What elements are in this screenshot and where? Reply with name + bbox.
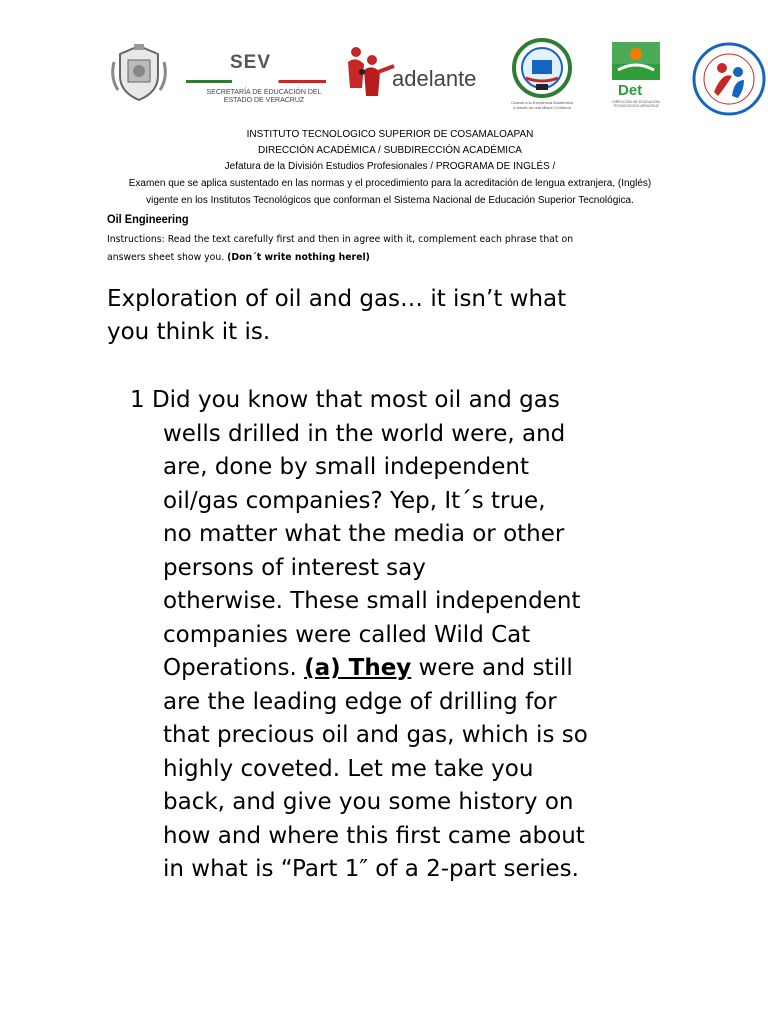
instructions-note: (Don´t write nothing herel) (227, 252, 370, 263)
paragraph-line: highly coveted. Let me take you (163, 755, 534, 782)
question-reference-a: (a) They (304, 655, 412, 681)
exam-description-line1: Examen que se aplica sustentado en las normas y el procedimiento para la acreditación de lengua extranjera, (Inglés) (128, 178, 652, 189)
reading-title-line1: Exploration of oil and gas… it isn’t what (107, 286, 567, 312)
det-logo (610, 40, 662, 112)
veracruz-seal-logo (108, 42, 170, 104)
paragraph-line: persons of interest say (163, 554, 426, 581)
paragraph-line: are, done by small independent (163, 454, 530, 480)
paragraph-line: how and where this first came about (163, 822, 585, 849)
paragraph-line: that precious oil and gas, which is so (163, 722, 588, 748)
adelante-wordmark: adelante (392, 66, 477, 91)
paragraph-line-end: were and still (411, 655, 573, 681)
paragraph-line: wells drilled in the world were, and (163, 420, 566, 447)
sev-logo (186, 48, 326, 108)
paragraph-line: are the leading edge of drilling for (163, 688, 557, 715)
itsc-emblem-caption: Cuanto a la Excelencia Académica a través de una Misión Continua (511, 100, 573, 110)
paragraph-line: 1 Did you know that most oil and gas (130, 387, 560, 413)
reading-title (107, 283, 667, 349)
exam-description-line2: vigente en los Institutos Tecnológicos que conforman el Sistema Nacional de Educación Superior Tecnológica. (146, 195, 634, 206)
logo-banner (0, 36, 768, 126)
paragraph-line: back, and give you some history on (163, 789, 574, 815)
division-program: Jefatura de la División Estudios Profesionales / PROGRAMA DE INGLÉS / (224, 161, 556, 172)
itsc-emblem-logo (510, 36, 574, 120)
academic-direction: DIRECCIÓN ACADÉMICA / SUBDIRECCIÓN ACADÉMICA (258, 145, 522, 156)
institute-name: INSTITUTO TECNOLOGICO SUPERIOR DE COSAMALOAPAN (246, 129, 534, 140)
paragraph-line: in what is “Part 1″ of a 2-part series. (163, 856, 579, 882)
paragraph-line: otherwise. These small independent (163, 588, 581, 614)
paragraph-line (163, 652, 683, 686)
det-wordmark: Det (618, 82, 643, 99)
paragraph-line: companies were called Wild Cat (163, 621, 531, 648)
sev-subtitle: SECRETARÍA DE EDUCACIÓN DEL ESTADO DE VERACRUZ (206, 89, 322, 104)
paragraph-line: no matter what the media or other (163, 521, 565, 547)
det-caption: DIRECCIÓN DE EDUCACIÓN TECNOLÓGICA VERACRUZ (612, 100, 660, 108)
reading-paragraph (130, 384, 683, 887)
gender-equality-seal-logo (692, 42, 766, 116)
course-title: Oil Engineering (107, 212, 189, 226)
instructions-text: answers sheet show you. (107, 252, 228, 263)
instructions-line2 (107, 248, 628, 268)
instructions-line1: Instructions: Read the text carefully first and then in agree with it, complement each phrase that on (107, 234, 574, 245)
sev-title: SEV (230, 52, 272, 73)
paragraph-line-start: Operations. (163, 655, 305, 681)
paragraph-line: oil/gas companies? Yep, It´s true, (163, 487, 546, 514)
sev-flag-stripe (186, 80, 326, 83)
reading-title-line2: you think it is. (107, 319, 271, 345)
adelante-logo (342, 42, 477, 104)
